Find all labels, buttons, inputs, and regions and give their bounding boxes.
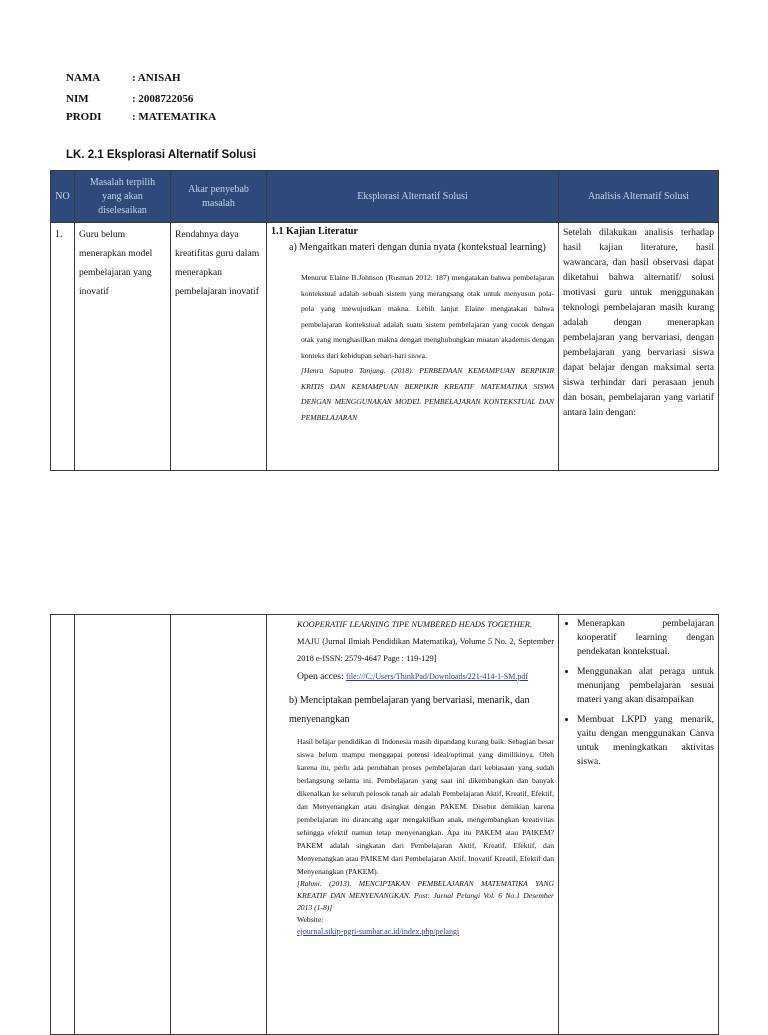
table-row: [51, 223, 719, 471]
reference-a-journal: MAJU (Jurnal Ilmiah Pendidikan Matematika), Volume 5 No. 2, September 2018 e-ISSN: 2579-4647 Page : 119-129]: [297, 636, 554, 663]
akar-cell: Rendahnya daya kreatifitas guru dalam menerapkan pembelajaran inovatif: [171, 223, 267, 471]
header-nama: [66, 72, 181, 84]
solution-table-continued: [50, 614, 719, 1035]
open-access-link[interactable]: file:///C:/Users/ThinkPad/Downloads/221-414-1-SM.pdf: [346, 671, 529, 681]
row-number: 1.: [51, 223, 75, 471]
eksplorasi-cell: [267, 615, 559, 1035]
page-title: LK. 2.1 Eksplorasi Alternatif Solusi: [66, 149, 257, 161]
masalah-cell-empty: [75, 615, 171, 1035]
col-akar: Akar penyebab masalah: [171, 171, 267, 223]
col-eksplorasi: Eksplorasi Alternatif Solusi: [267, 171, 559, 223]
solution-list: [563, 617, 714, 769]
website-label: Website:: [297, 914, 324, 924]
prodi-label: PRODI: [66, 111, 102, 123]
header-nim: [66, 93, 193, 105]
masalah-cell: Guru belum menerapkan model pembelajaran yang inovatif: [75, 223, 171, 471]
akar-cell-empty: [171, 615, 267, 1035]
list-item: • Menggunakan alat peraga untuk menunjang pembelajaran sesuai materi yang akan disampaikan: [577, 665, 714, 707]
col-no: NO: [51, 171, 75, 223]
reference-b: [Rahmi. (2013). MENCIPTAKAN PEMBELAJARAN MATEMATIKA YANG KREATIF DAN MENYENANGKAN. Post: Jurnal Pelangi Vol. 6 No.1 Desember 2013 (1-8)]: [297, 878, 554, 912]
section-heading: 1.1 Kajian Literatur: [271, 226, 358, 237]
col-analisis: Analisis Alternatif Solusi: [559, 171, 719, 223]
paragraph-a: Menurut Elaine B.Johnson (Rusman 2012: 187) mengatakan bahwa pembelajaran kontekstual adalah sebuah sistem yang merangsang otak untuk menyusun pola-pola yang mewujudkan makna. Lebih lanjut Elaine mengatakan bahwa pembelajaran kontekstual adalah suatu sistem pembelajaran yang cocok dengan otak yang menghasilkan makna dengan menghubungkan muatan akademis dengan konteks dari kehidupan sehari-hari siswa.: [301, 273, 554, 360]
table-header-row: [51, 171, 719, 223]
eksplorasi-cell: [267, 223, 559, 471]
website-link[interactable]: ejournal.stkip-pgri-sumbar.ac.id/index.php/pelangi: [297, 926, 460, 936]
nama-label: NAMA: [66, 72, 101, 84]
row-number-empty: [51, 615, 75, 1035]
open-access-label: Open acces:: [297, 670, 344, 682]
nama-value: : ANISAH: [132, 72, 181, 84]
reference-a-continued: KOOPERATIF LEARNING TIPE NUMBERED HEADS TOGETHER.: [297, 620, 532, 629]
analisis-cell: [559, 615, 719, 1035]
nim-label: NIM: [66, 93, 89, 105]
open-access: [271, 671, 554, 683]
col-masalah: Masalah terpilih yang akan diselesaikan: [75, 171, 171, 223]
analisis-cell: Setelah dilakukan analisis terhadap hasil kajian literature, hasil wawancara, dan hasil observasi dapat diketahui bahwa alternatif/ solusi motivasi guru untuk menggunakan teknologi pembelajaran masih kurang adalah dengan menerapkan pembelajaran yang bervariasi, dengan pembelajaran yang bervariasi siswa dapat belajar dengan maksimal serta siswa terhindar dari perasaan jenuh dan bosan, pembelajaran yang variatif antara lain dengan:: [559, 223, 719, 471]
list-item: • Menerapkan pembelajaran kooperatif learning dengan pendekatan kontekstual.: [577, 617, 714, 659]
nim-value: : 2008722056: [132, 93, 194, 105]
paragraph-b: Hasil belajar pendidikan di Indonesia masih dipandang kurang baik. Sebagian besar siswa belum mampu menggapai potensi ideal/optimal yang dimilikinya. Oleh karena itu, perlu ada perubahan proses pembelajaran dari kebiasaan yang sudah berlangsung selama ini. Pembelajaran yang saat ini dikembangkan dan banyak dikenalkan ke seluruh pelosok tanah air adalah Pembelajaran Aktif, Kreatif, Efektif, dan Menyenangkan atau disingkat dengan PAKEM. Disebut demikian karena pembelajaran ini dirancang agar mengaktifkan anak, mengembangkan kreativitas sehingga efektif namun tetap menyenangkan. Apa itu PAKEM atau PAIKEM? PAKEM adalah singkatan dari Pembelajaran Aktif, Kreatif, Efektif, dan Menyenangkan atau PAIKEM dari Pembelajaran Aktif, Inovatif Kreatif, Efektif dan Menyenangkan (PAKEM).: [297, 736, 554, 876]
header-prodi: [66, 111, 216, 123]
solution-table: [50, 170, 719, 471]
item-a-heading: a) Mengaitkan materi dengan dunia nyata (kontekstual learning): [289, 242, 546, 253]
prodi-value: : MATEMATIKA: [132, 111, 217, 123]
reference-a: [Henra Saputra Tanjung. (2018). PERBEDAAN KEMAMPUAN BERPIKIR KRITIS DAN KEMAMPUAN BERPIKIR KREATIF MATEMATIKA SISWA DENGAN MENGGUNAKAN MODEL PEMBELAJARAN KONTEKSTUAL DAN PEMBELAJARAN: [301, 366, 554, 422]
item-b-heading: b) Menciptakan pembelajaran yang bervariasi, menarik, dan menyenangkan: [289, 694, 530, 725]
list-item: • Membuat LKPD yang menarik, yaitu dengan menggunakan Canva untuk meningkatkan aktivitas siswa.: [577, 713, 714, 769]
table-row: [51, 615, 719, 1035]
